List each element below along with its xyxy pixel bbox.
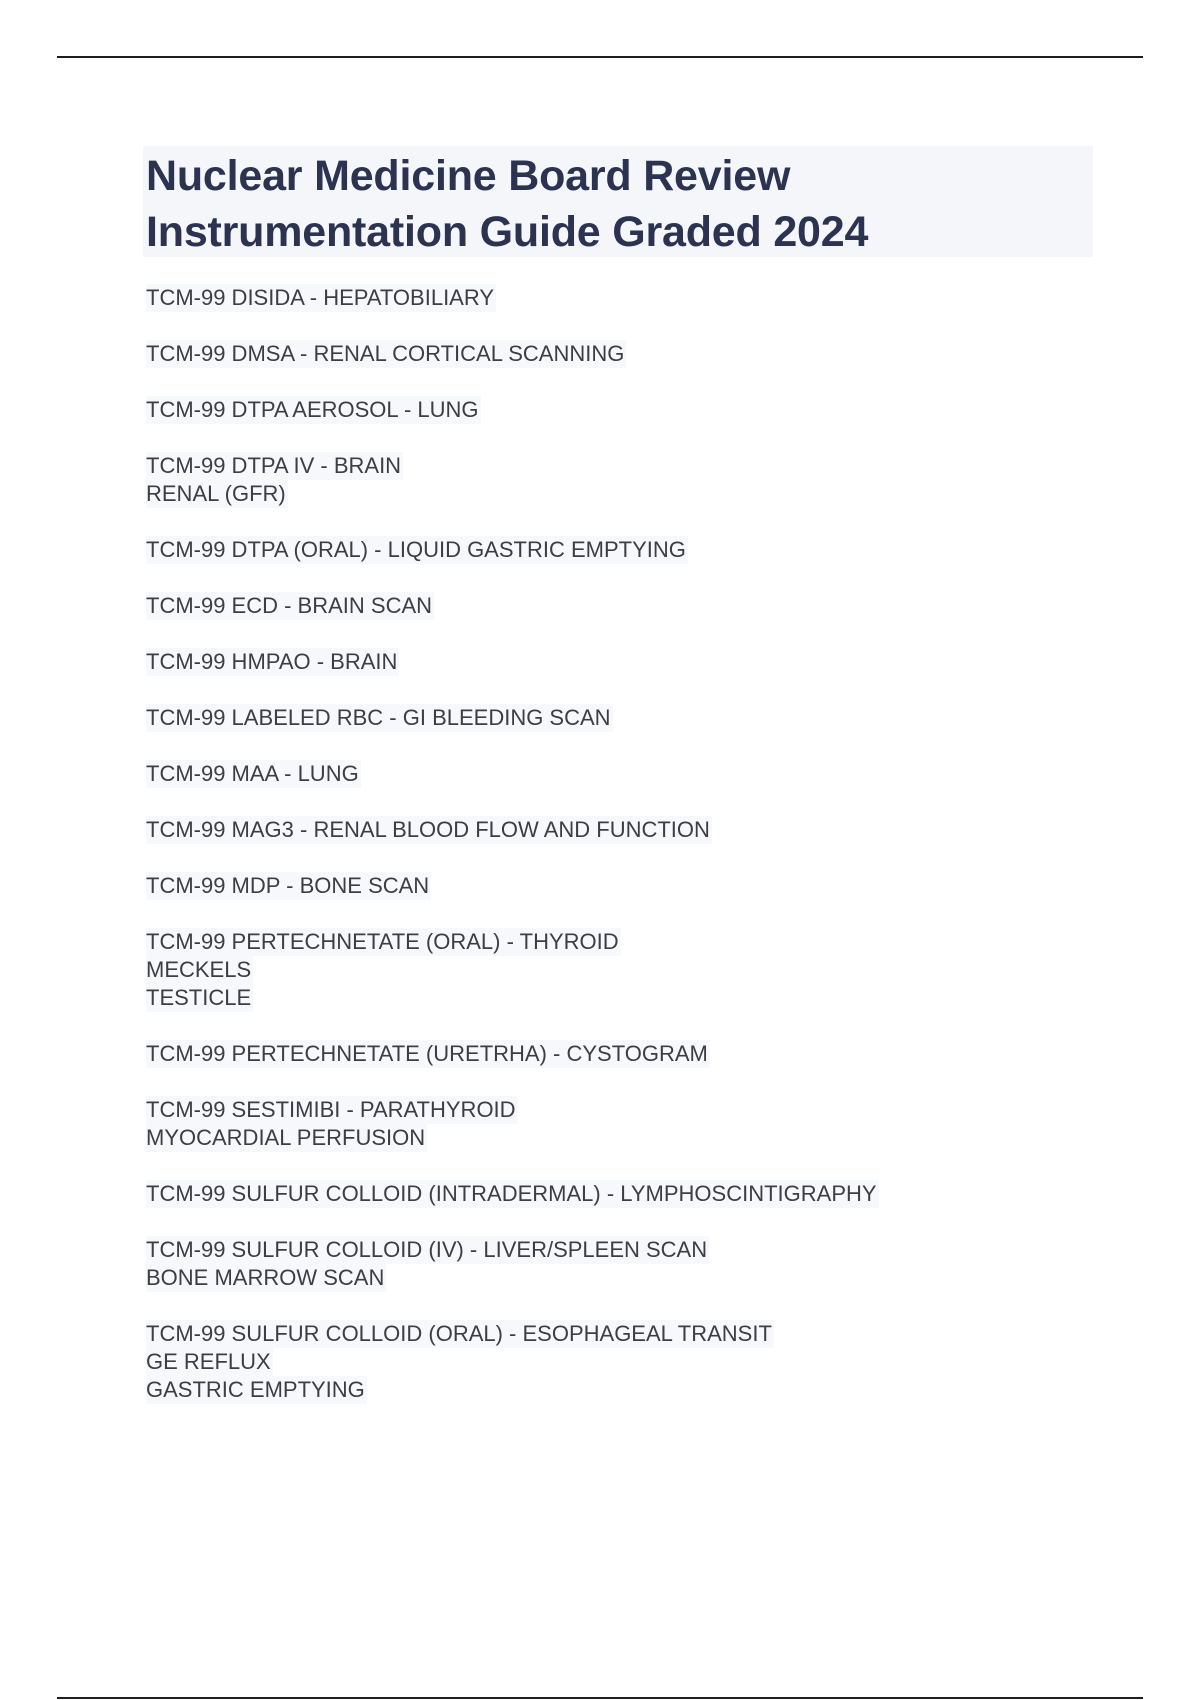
list-item-dtpa-iv bbox=[146, 452, 1146, 508]
item-text: TCM-99 DMSA - RENAL CORTICAL SCANNING bbox=[146, 341, 625, 366]
item-text: TCM-99 SULFUR COLLOID (INTRADERMAL) - LYMPHOSCINTIGRAPHY bbox=[146, 1181, 877, 1206]
flashcard-list bbox=[146, 284, 1146, 1432]
list-item-sulfur-colloid-iv bbox=[146, 1236, 1146, 1292]
item-text-continued: MYOCARDIAL PERFUSION bbox=[146, 1125, 426, 1150]
item-text-continued: TESTICLE bbox=[146, 985, 252, 1010]
item-text-continued: GE REFLUX bbox=[146, 1349, 271, 1374]
list-item-sestamibi bbox=[146, 1096, 1146, 1152]
item-text: TCM-99 DTPA (ORAL) - LIQUID GASTRIC EMPTYING bbox=[146, 537, 686, 562]
item-text: TCM-99 SULFUR COLLOID (IV) - LIVER/SPLEEN SCAN bbox=[146, 1237, 708, 1262]
list-item-labeled-rbc bbox=[146, 704, 1146, 732]
list-item-disida bbox=[146, 284, 1146, 312]
item-text: TCM-99 MAG3 - RENAL BLOOD FLOW AND FUNCTION bbox=[146, 817, 710, 842]
list-item-maa bbox=[146, 760, 1146, 788]
list-item-dtpa-oral bbox=[146, 536, 1146, 564]
item-text: TCM-99 SULFUR COLLOID (ORAL) - ESOPHAGEAL TRANSIT bbox=[146, 1321, 772, 1346]
item-text: TCM-99 ECD - BRAIN SCAN bbox=[146, 593, 433, 618]
title-line-2: Instrumentation Guide Graded 2024 bbox=[146, 208, 869, 256]
item-text: TCM-99 HMPAO - BRAIN bbox=[146, 649, 398, 674]
footer-rule bbox=[57, 1697, 1143, 1699]
item-text: TCM-99 PERTECHNETATE (URETRHA) - CYSTOGRAM bbox=[146, 1041, 708, 1066]
list-item-ecd bbox=[146, 592, 1146, 620]
item-text: TCM-99 LABELED RBC - GI BLEEDING SCAN bbox=[146, 705, 611, 730]
list-item-sulfur-colloid-intradermal bbox=[146, 1180, 1146, 1208]
list-item-pertechnetate-urethra bbox=[146, 1040, 1146, 1068]
title-line-1: Nuclear Medicine Board Review bbox=[146, 152, 791, 200]
item-text: TCM-99 SESTIMIBI - PARATHYROID bbox=[146, 1097, 516, 1122]
document-title bbox=[146, 148, 868, 260]
header-rule bbox=[57, 56, 1143, 58]
list-item-mdp bbox=[146, 872, 1146, 900]
item-text: TCM-99 PERTECHNETATE (ORAL) - THYROID bbox=[146, 929, 619, 954]
item-text: TCM-99 DTPA AEROSOL - LUNG bbox=[146, 397, 479, 422]
list-item-hmpao bbox=[146, 648, 1146, 676]
item-text: TCM-99 MDP - BONE SCAN bbox=[146, 873, 430, 898]
list-item-pertechnetate-oral bbox=[146, 928, 1146, 1012]
list-item-dmsa bbox=[146, 340, 1146, 368]
item-text-continued: BONE MARROW SCAN bbox=[146, 1265, 385, 1290]
item-text: TCM-99 MAA - LUNG bbox=[146, 761, 359, 786]
list-item-dtpa-aerosol bbox=[146, 396, 1146, 424]
item-text-continued: MECKELS bbox=[146, 957, 252, 982]
item-text-continued: RENAL (GFR) bbox=[146, 481, 286, 506]
item-text: TCM-99 DTPA IV - BRAIN bbox=[146, 453, 402, 478]
item-text: TCM-99 DISIDA - HEPATOBILIARY bbox=[146, 285, 495, 310]
item-text-continued: GASTRIC EMPTYING bbox=[146, 1377, 365, 1402]
list-item-sulfur-colloid-oral bbox=[146, 1320, 1146, 1404]
list-item-mag3 bbox=[146, 816, 1146, 844]
